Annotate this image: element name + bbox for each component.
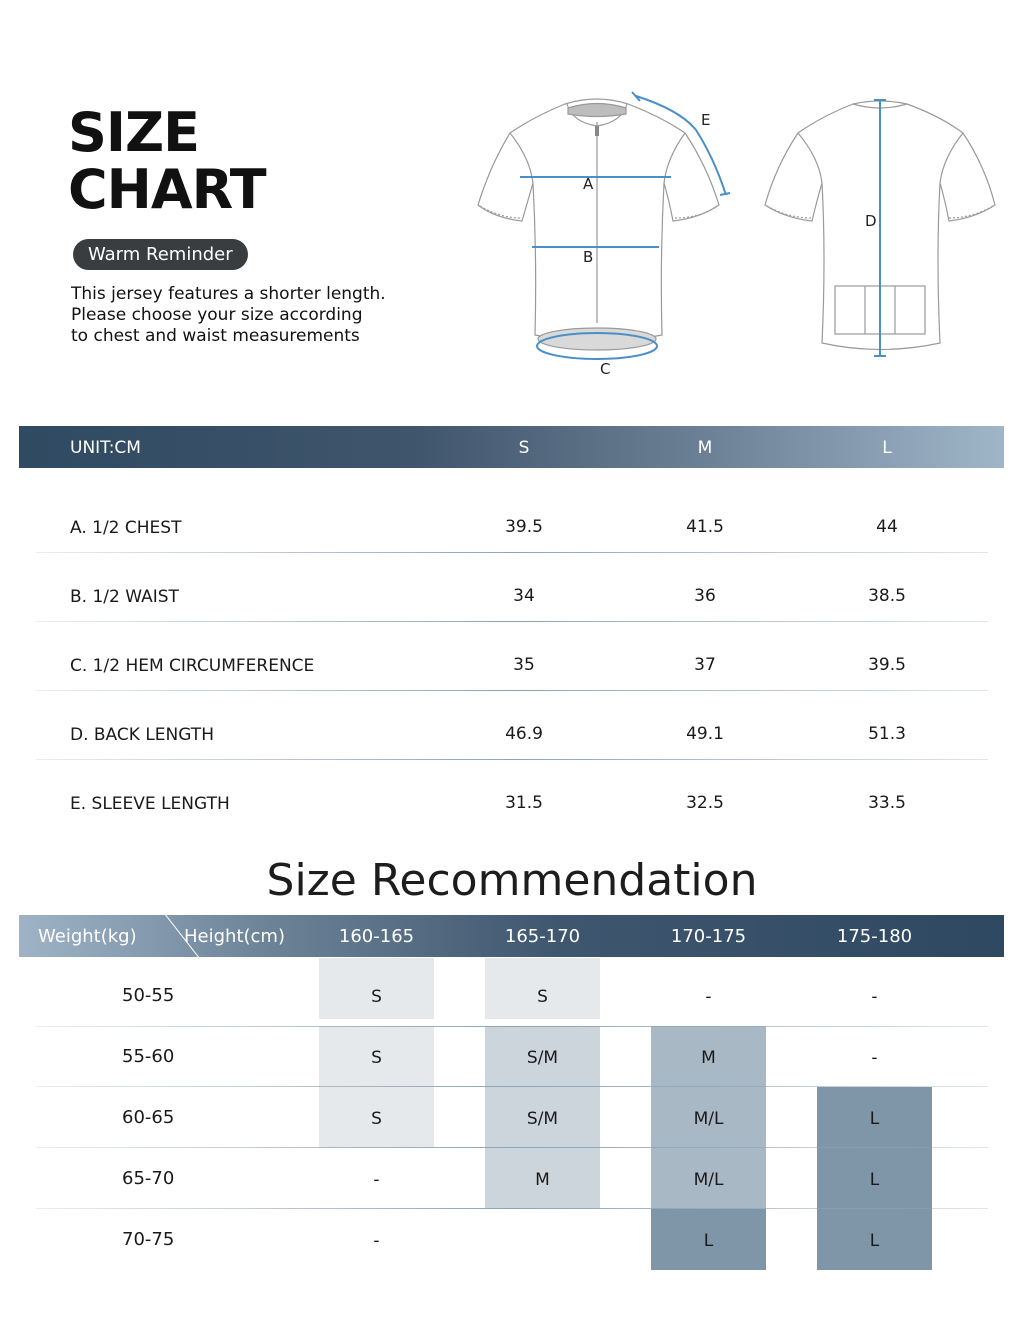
size-recommendation-title: Size Recommendation xyxy=(266,855,758,906)
size-value: S xyxy=(537,987,548,1007)
rec-row-65-70 xyxy=(36,1148,988,1209)
rec-row-60-65 xyxy=(36,1087,988,1148)
value-l: 44 xyxy=(876,517,898,537)
weight-value: 50-55 xyxy=(122,985,175,1006)
weight-header: Weight(kg) xyxy=(38,926,137,947)
value-m: 37 xyxy=(694,655,716,675)
size-header-l: L xyxy=(882,438,892,458)
size-value: - xyxy=(871,1048,878,1068)
row-label: C. 1/2 HEM CIRCUMFERENCE xyxy=(70,656,315,676)
rec-row-55-60 xyxy=(36,1026,988,1087)
size-value: L xyxy=(703,1231,714,1251)
rec-row-50-55 xyxy=(36,965,988,1026)
value-l: 33.5 xyxy=(868,793,906,813)
jersey-diagram xyxy=(460,88,1005,388)
value-m: 49.1 xyxy=(686,724,724,744)
value-m: 36 xyxy=(694,586,716,606)
value-m: 41.5 xyxy=(686,517,724,537)
table-row-back-length xyxy=(36,691,988,760)
table-row-waist xyxy=(36,553,988,622)
title-line-2: CHART xyxy=(68,158,266,221)
reminder-line-1: This jersey features a shorter length. xyxy=(71,284,386,304)
value-s: 39.5 xyxy=(505,517,543,537)
size-value: L xyxy=(869,1170,880,1190)
reminder-line-3: to chest and waist measurements xyxy=(71,326,360,346)
weight-value: 55-60 xyxy=(122,1046,175,1067)
row-label: A. 1/2 CHEST xyxy=(70,518,182,538)
row-label: B. 1/2 WAIST xyxy=(70,587,179,607)
reminder-line-2: Please choose your size according xyxy=(71,305,363,325)
height-col-2: 165-170 xyxy=(504,926,581,947)
measurement-table-header xyxy=(19,426,1004,468)
table-row-chest xyxy=(36,484,988,553)
size-value: S/M xyxy=(526,1048,559,1068)
height-col-1: 160-165 xyxy=(338,926,415,947)
warm-reminder-badge: Warm Reminder xyxy=(73,239,248,270)
size-value: M xyxy=(701,1048,716,1068)
measure-label-a: A xyxy=(583,175,594,193)
row-label: D. BACK LENGTH xyxy=(70,725,214,745)
size-value: M/L xyxy=(693,1170,724,1190)
weight-value: 65-70 xyxy=(122,1168,175,1189)
size-value: L xyxy=(869,1109,880,1129)
table-row-hem xyxy=(36,622,988,691)
front-measure-lines xyxy=(520,92,730,359)
size-value: - xyxy=(871,987,878,1007)
size-value: - xyxy=(705,987,712,1007)
height-header: Height(cm) xyxy=(184,926,285,947)
size-value: S xyxy=(371,1048,382,1068)
measure-label-d: D xyxy=(865,212,877,230)
rec-row-70-75 xyxy=(36,1209,988,1270)
jersey-front-illustration xyxy=(478,99,719,350)
size-value: - xyxy=(373,1170,380,1190)
row-label: E. SLEEVE LENGTH xyxy=(70,794,230,814)
size-value: M/L xyxy=(693,1109,724,1129)
size-value: - xyxy=(373,1231,380,1251)
value-m: 32.5 xyxy=(686,793,724,813)
value-s: 46.9 xyxy=(505,724,543,744)
size-header-m: M xyxy=(697,438,713,458)
value-s: 35 xyxy=(513,655,535,675)
recommendation-header xyxy=(19,915,1004,957)
value-s: 34 xyxy=(513,586,535,606)
reminder-text xyxy=(71,284,451,347)
unit-label: UNIT:CM xyxy=(70,438,141,458)
weight-value: 60-65 xyxy=(122,1107,175,1128)
size-value: S xyxy=(371,987,382,1007)
measure-label-e: E xyxy=(701,111,711,129)
size-value: M xyxy=(535,1170,550,1190)
measure-label-b: B xyxy=(583,248,594,266)
value-l: 38.5 xyxy=(868,586,906,606)
table-row-sleeve-length xyxy=(36,760,988,829)
value-l: 51.3 xyxy=(868,724,906,744)
title-line-1: SIZE xyxy=(68,101,200,164)
size-value: S xyxy=(371,1109,382,1129)
height-col-4: 175-180 xyxy=(836,926,913,947)
value-l: 39.5 xyxy=(868,655,906,675)
height-col-3: 170-175 xyxy=(670,926,747,947)
size-header-s: S xyxy=(518,438,530,458)
size-value: L xyxy=(869,1231,880,1251)
size-chart-title xyxy=(68,101,266,221)
measure-label-c: C xyxy=(600,360,611,378)
size-value: S/M xyxy=(526,1109,559,1129)
weight-value: 70-75 xyxy=(122,1229,175,1250)
value-s: 31.5 xyxy=(505,793,543,813)
